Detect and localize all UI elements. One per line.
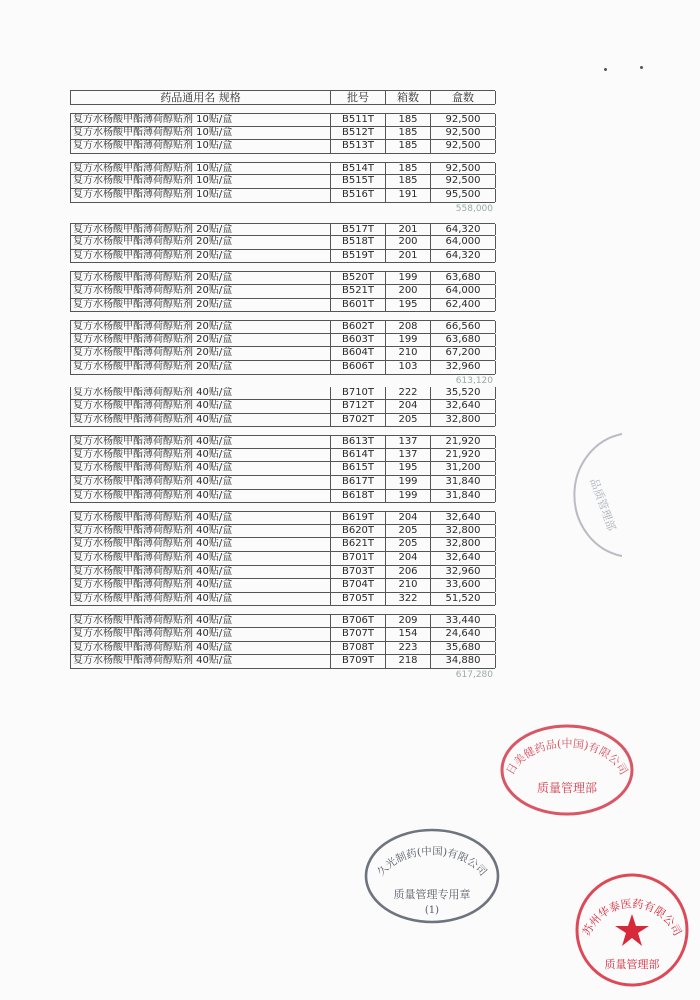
cell-cases: 204 bbox=[386, 552, 431, 565]
cell-batch: B710T bbox=[331, 387, 386, 400]
cell-batch: B513T bbox=[331, 140, 386, 153]
cell-cases: 195 bbox=[386, 299, 431, 312]
cell-boxes: 63,680 bbox=[431, 334, 496, 347]
table-row bbox=[70, 299, 495, 313]
cell-cases: 201 bbox=[386, 250, 431, 263]
cell-batch: B707T bbox=[331, 628, 386, 641]
cell-cases: 204 bbox=[386, 400, 431, 413]
table-row bbox=[70, 140, 495, 154]
cell-cases: 210 bbox=[386, 347, 431, 360]
cell-cases: 185 bbox=[386, 114, 431, 126]
cell-boxes: 34,880 bbox=[431, 655, 496, 668]
seal-text-inner: 质量管理部 bbox=[604, 958, 660, 971]
table-row bbox=[70, 189, 495, 203]
table-row bbox=[70, 593, 495, 607]
cell-batch: B620T bbox=[331, 525, 386, 538]
table-row bbox=[70, 476, 495, 490]
cell-boxes: 24,640 bbox=[431, 628, 496, 641]
cell-batch: B709T bbox=[331, 655, 386, 668]
table-row bbox=[70, 250, 495, 264]
header-drug-name: 药品通用名 规格 bbox=[71, 91, 331, 104]
cell-boxes: 64,000 bbox=[431, 236, 496, 249]
cell-drug-name: 复方水杨酸甲酯薄荷醇贴剂 40贴/盒 bbox=[71, 593, 331, 606]
cell-boxes: 32,640 bbox=[431, 400, 496, 413]
table-group bbox=[70, 387, 495, 428]
seal-suzhou-quality bbox=[572, 870, 692, 990]
cell-drug-name: 复方水杨酸甲酯薄荷醇贴剂 40贴/盒 bbox=[71, 400, 331, 413]
cell-cases: 199 bbox=[386, 272, 431, 284]
table-body bbox=[70, 113, 495, 681]
table-row bbox=[70, 490, 495, 504]
cell-boxes: 33,600 bbox=[431, 579, 496, 592]
table-row bbox=[70, 400, 495, 414]
cell-boxes: 32,800 bbox=[431, 414, 496, 427]
cell-boxes: 35,680 bbox=[431, 642, 496, 655]
cell-cases: 154 bbox=[386, 628, 431, 641]
cell-boxes: 66,560 bbox=[431, 321, 496, 333]
table-group bbox=[70, 223, 495, 264]
cell-boxes: 95,500 bbox=[431, 189, 496, 202]
table-row bbox=[70, 162, 495, 176]
cell-drug-name: 复方水杨酸甲酯薄荷醇贴剂 10贴/盒 bbox=[71, 163, 331, 175]
cell-batch: B606T bbox=[331, 361, 386, 374]
cell-boxes: 33,440 bbox=[431, 615, 496, 627]
cell-boxes: 32,640 bbox=[431, 552, 496, 565]
cell-boxes: 31,200 bbox=[431, 462, 496, 475]
table-row bbox=[70, 347, 495, 361]
cell-batch: B615T bbox=[331, 462, 386, 475]
header-boxes: 盒数 bbox=[431, 91, 496, 104]
header-cases: 箱数 bbox=[386, 91, 431, 104]
cell-batch: B511T bbox=[331, 114, 386, 126]
cell-drug-name: 复方水杨酸甲酯薄荷醇贴剂 20贴/盒 bbox=[71, 347, 331, 360]
cell-drug-name: 复方水杨酸甲酯薄荷醇贴剂 40贴/盒 bbox=[71, 566, 331, 579]
cell-cases: 205 bbox=[386, 538, 431, 551]
seal-text-inner: 质量管理专用章 bbox=[393, 888, 471, 901]
cell-batch: B619T bbox=[331, 512, 386, 524]
cell-boxes: 92,500 bbox=[431, 175, 496, 188]
cell-cases: 103 bbox=[386, 361, 431, 374]
table-row bbox=[70, 538, 495, 552]
cell-drug-name: 复方水杨酸甲酯薄荷醇贴剂 40贴/盒 bbox=[71, 387, 331, 400]
cell-drug-name: 复方水杨酸甲酯薄荷醇贴剂 10贴/盒 bbox=[71, 127, 331, 140]
group-subtotal: 617,280 bbox=[455, 669, 493, 680]
cell-boxes: 63,680 bbox=[431, 272, 496, 284]
cell-drug-name: 复方水杨酸甲酯薄荷醇贴剂 10贴/盒 bbox=[71, 114, 331, 126]
cell-cases: 185 bbox=[386, 163, 431, 175]
scan-speck bbox=[640, 66, 643, 69]
cell-drug-name: 复方水杨酸甲酯薄荷醇贴剂 10贴/盒 bbox=[71, 189, 331, 202]
cell-drug-name: 复方水杨酸甲酯薄荷醇贴剂 40贴/盒 bbox=[71, 414, 331, 427]
table-row bbox=[70, 320, 495, 334]
cell-drug-name: 复方水杨酸甲酯薄荷醇贴剂 40贴/盒 bbox=[71, 579, 331, 592]
cell-boxes: 92,500 bbox=[431, 163, 496, 175]
table-row bbox=[70, 334, 495, 348]
table-row bbox=[70, 525, 495, 539]
scan-speck bbox=[604, 68, 607, 71]
table-row bbox=[70, 236, 495, 250]
cell-drug-name: 复方水杨酸甲酯薄荷醇贴剂 20贴/盒 bbox=[71, 250, 331, 263]
svg-text:日美健药品(中国)有限公司 bbox=[504, 736, 631, 777]
table-group bbox=[70, 614, 495, 680]
table-row bbox=[70, 462, 495, 476]
cell-drug-name: 复方水杨酸甲酯薄荷醇贴剂 40贴/盒 bbox=[71, 628, 331, 641]
batch-quantity-table bbox=[70, 90, 495, 681]
cell-drug-name: 复方水杨酸甲酯薄荷醇贴剂 40贴/盒 bbox=[71, 476, 331, 489]
cell-boxes: 21,920 bbox=[431, 449, 496, 462]
cell-drug-name: 复方水杨酸甲酯薄荷醇贴剂 40贴/盒 bbox=[71, 525, 331, 538]
cell-boxes: 62,400 bbox=[431, 299, 496, 312]
cell-drug-name: 复方水杨酸甲酯薄荷醇贴剂 20贴/盒 bbox=[71, 334, 331, 347]
cell-batch: B518T bbox=[331, 236, 386, 249]
table-row bbox=[70, 628, 495, 642]
cell-drug-name: 复方水杨酸甲酯薄荷醇贴剂 20贴/盒 bbox=[71, 285, 331, 298]
cell-boxes: 51,520 bbox=[431, 593, 496, 606]
table-header bbox=[70, 90, 495, 105]
table-row bbox=[70, 435, 495, 449]
cell-cases: 199 bbox=[386, 334, 431, 347]
seal-text-outer: 苏州华泰医药有限公司 bbox=[580, 897, 684, 938]
group-subtotal: 613,120 bbox=[455, 375, 493, 386]
cell-boxes: 32,640 bbox=[431, 512, 496, 524]
cell-batch: B701T bbox=[331, 552, 386, 565]
svg-text:久光制药(中国)有限公司 bbox=[374, 844, 488, 878]
table-row bbox=[70, 566, 495, 580]
cell-cases: 201 bbox=[386, 224, 431, 236]
cell-drug-name: 复方水杨酸甲酯薄荷醇贴剂 40贴/盒 bbox=[71, 490, 331, 503]
cell-batch: B704T bbox=[331, 579, 386, 592]
cell-cases: 195 bbox=[386, 462, 431, 475]
table-group bbox=[70, 271, 495, 312]
cell-cases: 322 bbox=[386, 593, 431, 606]
cell-boxes: 32,960 bbox=[431, 361, 496, 374]
cell-cases: 199 bbox=[386, 490, 431, 503]
cell-cases: 222 bbox=[386, 387, 431, 400]
table-row bbox=[70, 414, 495, 428]
table-row bbox=[70, 361, 495, 375]
table-row bbox=[70, 614, 495, 628]
cell-cases: 200 bbox=[386, 236, 431, 249]
cell-boxes: 32,800 bbox=[431, 525, 496, 538]
cell-drug-name: 复方水杨酸甲酯薄荷醇贴剂 10贴/盒 bbox=[71, 140, 331, 153]
table-row bbox=[70, 113, 495, 127]
table-row bbox=[70, 223, 495, 237]
cell-cases: 205 bbox=[386, 414, 431, 427]
table-row bbox=[70, 642, 495, 656]
cell-boxes: 92,500 bbox=[431, 114, 496, 126]
cell-cases: 185 bbox=[386, 140, 431, 153]
table-group bbox=[70, 113, 495, 154]
cell-batch: B706T bbox=[331, 615, 386, 627]
cell-cases: 137 bbox=[386, 436, 431, 448]
cell-cases: 200 bbox=[386, 285, 431, 298]
cell-cases: 185 bbox=[386, 175, 431, 188]
cell-batch: B517T bbox=[331, 224, 386, 236]
cell-batch: B516T bbox=[331, 189, 386, 202]
cell-boxes: 32,960 bbox=[431, 566, 496, 579]
cell-batch: B705T bbox=[331, 593, 386, 606]
table-row bbox=[70, 552, 495, 566]
table-group bbox=[70, 162, 495, 215]
cell-drug-name: 复方水杨酸甲酯薄荷醇贴剂 40贴/盒 bbox=[71, 449, 331, 462]
cell-boxes: 31,840 bbox=[431, 476, 496, 489]
table-row bbox=[70, 285, 495, 299]
cell-batch: B712T bbox=[331, 400, 386, 413]
cell-drug-name: 复方水杨酸甲酯薄荷醇贴剂 40贴/盒 bbox=[71, 462, 331, 475]
table-row bbox=[70, 655, 495, 669]
seal-text-outer: 日美健药品(中国)有限公司 bbox=[503, 737, 631, 778]
cell-cases: 185 bbox=[386, 127, 431, 140]
cell-drug-name: 复方水杨酸甲酯薄荷醇贴剂 40贴/盒 bbox=[71, 615, 331, 627]
seal-hisamitsu-quality bbox=[498, 722, 636, 818]
cell-batch: B602T bbox=[331, 321, 386, 333]
seal-text-inner: 质量管理部 bbox=[536, 781, 598, 795]
cell-cases: 204 bbox=[386, 512, 431, 524]
table-row bbox=[70, 449, 495, 463]
table-row bbox=[70, 511, 495, 525]
cell-batch: B512T bbox=[331, 127, 386, 140]
cell-batch: B702T bbox=[331, 414, 386, 427]
table-row bbox=[70, 579, 495, 593]
cell-drug-name: 复方水杨酸甲酯薄荷醇贴剂 40贴/盒 bbox=[71, 552, 331, 565]
cell-cases: 223 bbox=[386, 642, 431, 655]
cell-boxes: 64,320 bbox=[431, 250, 496, 263]
star-icon bbox=[615, 914, 649, 946]
cell-boxes: 35,520 bbox=[431, 387, 496, 400]
seal-text-outer: 久光制药(中国)有限公司 bbox=[375, 845, 489, 879]
cell-drug-name: 复方水杨酸甲酯薄荷醇贴剂 40贴/盒 bbox=[71, 655, 331, 668]
cell-batch: B601T bbox=[331, 299, 386, 312]
cell-batch: B515T bbox=[331, 175, 386, 188]
cell-boxes: 64,000 bbox=[431, 285, 496, 298]
cell-cases: 206 bbox=[386, 566, 431, 579]
cell-cases: 210 bbox=[386, 579, 431, 592]
cell-drug-name: 复方水杨酸甲酯薄荷醇贴剂 20贴/盒 bbox=[71, 224, 331, 236]
cell-batch: B604T bbox=[331, 347, 386, 360]
header-batch: 批号 bbox=[331, 91, 386, 104]
cell-batch: B514T bbox=[331, 163, 386, 175]
cell-drug-name: 复方水杨酸甲酯薄荷醇贴剂 40贴/盒 bbox=[71, 642, 331, 655]
cell-cases: 205 bbox=[386, 525, 431, 538]
cell-drug-name: 复方水杨酸甲酯薄荷醇贴剂 20贴/盒 bbox=[71, 361, 331, 374]
cell-boxes: 92,500 bbox=[431, 127, 496, 140]
seal-text-number: (1) bbox=[424, 905, 440, 916]
cell-cases: 209 bbox=[386, 615, 431, 627]
cell-batch: B519T bbox=[331, 250, 386, 263]
seal-faded-top-right bbox=[560, 430, 630, 560]
cell-drug-name: 复方水杨酸甲酯薄荷醇贴剂 10贴/盒 bbox=[71, 175, 331, 188]
cell-drug-name: 复方水杨酸甲酯薄荷醇贴剂 40贴/盒 bbox=[71, 512, 331, 524]
cell-batch: B617T bbox=[331, 476, 386, 489]
cell-drug-name: 复方水杨酸甲酯薄荷醇贴剂 20贴/盒 bbox=[71, 321, 331, 333]
cell-boxes: 31,840 bbox=[431, 490, 496, 503]
cell-batch: B618T bbox=[331, 490, 386, 503]
cell-boxes: 64,320 bbox=[431, 224, 496, 236]
seal-text-outer: 品质管理部 bbox=[587, 476, 619, 533]
table-row bbox=[70, 127, 495, 141]
table-row bbox=[70, 387, 495, 401]
cell-batch: B621T bbox=[331, 538, 386, 551]
cell-batch: B703T bbox=[331, 566, 386, 579]
table-row bbox=[70, 175, 495, 189]
table-row bbox=[70, 271, 495, 285]
cell-drug-name: 复方水杨酸甲酯薄荷醇贴剂 40贴/盒 bbox=[71, 436, 331, 448]
cell-drug-name: 复方水杨酸甲酯薄荷醇贴剂 20贴/盒 bbox=[71, 299, 331, 312]
table-group bbox=[70, 435, 495, 503]
cell-cases: 208 bbox=[386, 321, 431, 333]
cell-drug-name: 复方水杨酸甲酯薄荷醇贴剂 20贴/盒 bbox=[71, 272, 331, 284]
cell-batch: B614T bbox=[331, 449, 386, 462]
cell-cases: 137 bbox=[386, 449, 431, 462]
cell-cases: 199 bbox=[386, 476, 431, 489]
cell-boxes: 92,500 bbox=[431, 140, 496, 153]
cell-cases: 191 bbox=[386, 189, 431, 202]
table-group bbox=[70, 511, 495, 606]
cell-drug-name: 复方水杨酸甲酯薄荷醇贴剂 20贴/盒 bbox=[71, 236, 331, 249]
table-group bbox=[70, 320, 495, 386]
cell-boxes: 32,800 bbox=[431, 538, 496, 551]
cell-boxes: 67,200 bbox=[431, 347, 496, 360]
cell-batch: B603T bbox=[331, 334, 386, 347]
seal-jiuguang-quality bbox=[362, 826, 502, 926]
cell-batch: B708T bbox=[331, 642, 386, 655]
cell-drug-name: 复方水杨酸甲酯薄荷醇贴剂 40贴/盒 bbox=[71, 538, 331, 551]
cell-batch: B613T bbox=[331, 436, 386, 448]
cell-cases: 218 bbox=[386, 655, 431, 668]
cell-batch: B521T bbox=[331, 285, 386, 298]
cell-boxes: 21,920 bbox=[431, 436, 496, 448]
group-subtotal: 558,000 bbox=[455, 203, 493, 214]
cell-batch: B520T bbox=[331, 272, 386, 284]
